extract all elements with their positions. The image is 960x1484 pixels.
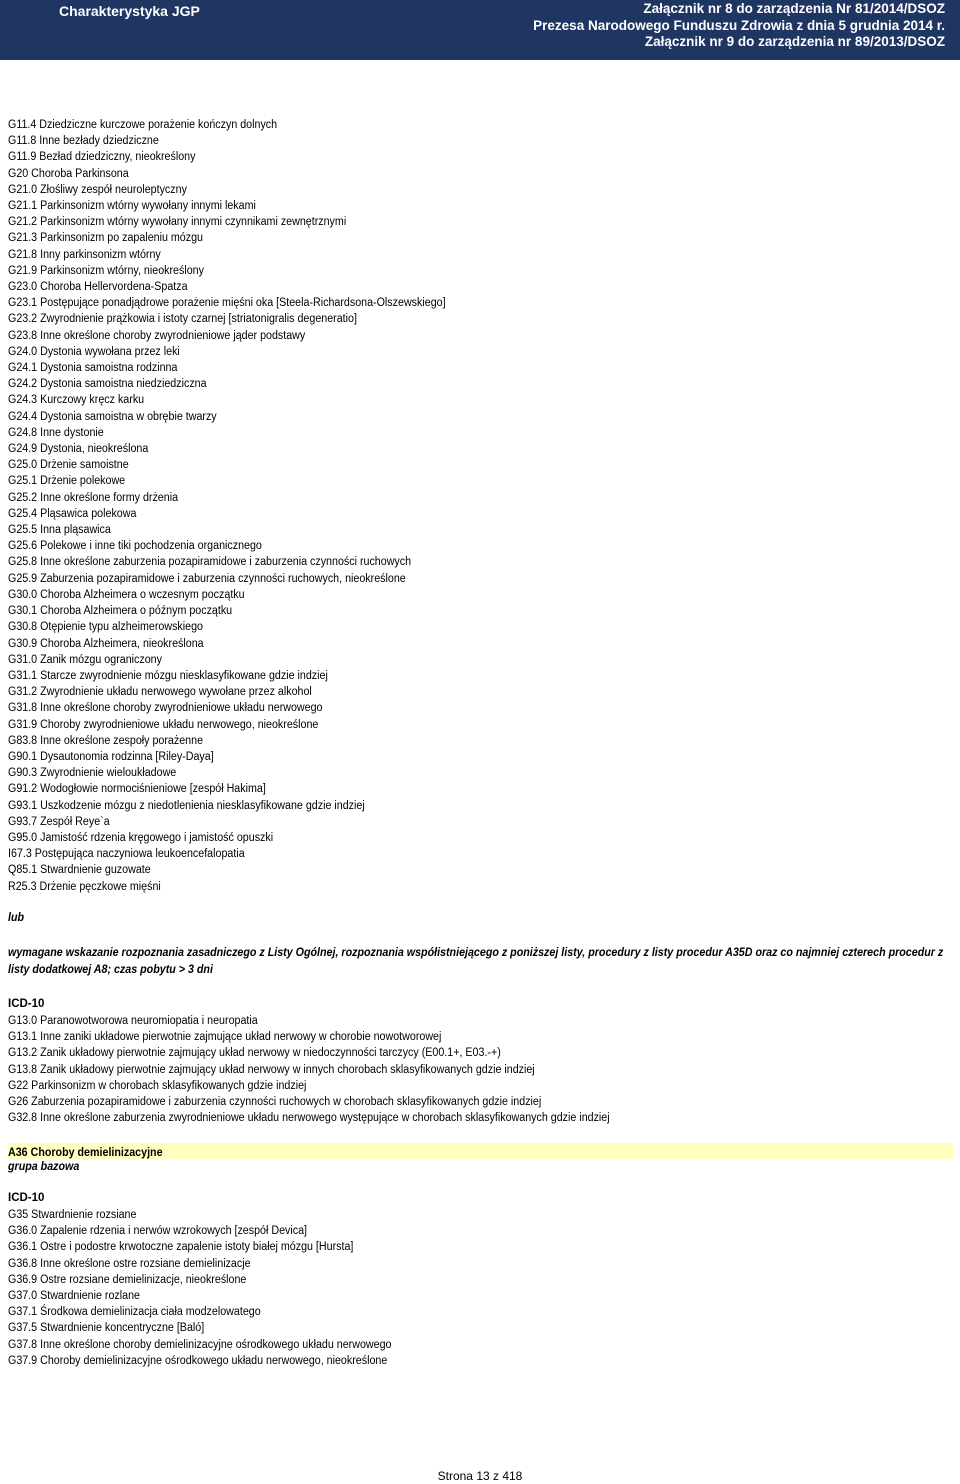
list-item: G23.0 Choroba Hellervordena-Spatza bbox=[8, 281, 188, 294]
list-item: G93.7 Zespół Reye`a bbox=[8, 815, 110, 828]
list-item: G37.8 Inne określone choroby demielinizacyjne ośrodkowego układu nerwowego bbox=[8, 1338, 392, 1351]
list-item: G11.9 Bezład dziedziczny, nieokreślony bbox=[8, 151, 196, 164]
list-item: G26 Zaburzenia pozapiramidowe i zaburzenia czynności ruchowych w chorobach sklasyfikowanych gdzie indziej bbox=[8, 1096, 542, 1109]
list-item: G31.0 Zanik mózgu ograniczony bbox=[8, 653, 162, 666]
list-item: G36.8 Inne określone ostre rozsiane demielinizacje bbox=[8, 1257, 251, 1270]
list-item: G37.5 Stwardnienie koncentryczne [Baló] bbox=[8, 1322, 205, 1335]
list-item: G31.9 Choroby zwyrodnieniowe układu nerwowego, nieokreślone bbox=[8, 718, 319, 731]
list-item: G25.1 Drżenie polekowe bbox=[8, 475, 126, 488]
diagnosis-list-primary bbox=[8, 117, 446, 895]
list-item: G25.0 Drżenie samoistne bbox=[8, 459, 129, 472]
list-item: G25.5 Inna pląsawica bbox=[8, 524, 111, 537]
list-item: G30.8 Otępienie typu alzheimerowskiego bbox=[8, 621, 204, 634]
list-item: G91.2 Wodogłowie normociśnieniowe [zespół Hakima] bbox=[8, 783, 266, 796]
list-item: G24.3 Kurczowy kręcz karku bbox=[8, 394, 145, 407]
list-item: G93.1 Uszkodzenie mózgu z niedotlenienia niesklasyfikowane gdzie indziej bbox=[8, 799, 365, 812]
list-item: G25.6 Polekowe i inne tiki pochodzenia organicznego bbox=[8, 540, 262, 553]
list-item: G90.1 Dysautonomia rodzinna [Riley-Daya] bbox=[8, 750, 214, 763]
list-item: G13.0 Paranowotworowa neuromiopatia i neuropatia bbox=[8, 1015, 258, 1027]
page-number: Strona 13 z 418 bbox=[437, 1469, 523, 1483]
list-item: G24.2 Dystonia samoistna niedziedziczna bbox=[8, 378, 207, 391]
list-item: G24.1 Dystonia samoistna rodzinna bbox=[8, 362, 178, 375]
list-item: G20 Choroba Parkinsona bbox=[8, 167, 129, 180]
list-item: G31.1 Starcze zwyrodnienie mózgu niesklasyfikowane gdzie indziej bbox=[8, 669, 328, 682]
list-item: G31.2 Zwyrodnienie układu nerwowego wywołane przez alkohol bbox=[8, 686, 312, 699]
list-item: G36.0 Zapalenie rdzenia i nerwów wzrokowych [zespół Devica] bbox=[8, 1225, 308, 1238]
list-item: G25.9 Zaburzenia pozapiramidowe i zaburzenia czynności ruchowych, nieokreślone bbox=[8, 572, 406, 585]
header-line: Załącznik nr 9 do zarządzenia nr 89/2013/DSOZ bbox=[644, 34, 945, 49]
list-item: G83.8 Inne określone zespoły porażenne bbox=[8, 734, 204, 747]
list-item: G32.8 Inne określone zaburzenia zwyrodnieniowe układu nerwowego występujące w chorobach sklasyfikowanych gdzie indziej bbox=[8, 1112, 610, 1125]
list-item: G24.0 Dystonia wywołana przez leki bbox=[8, 345, 180, 358]
list-item: G35 Stwardnienie rozsiane bbox=[8, 1209, 137, 1221]
list-item: G31.8 Inne określone choroby zwyrodnieniowe układu nerwowego bbox=[8, 702, 323, 715]
header-line: Załącznik nr 8 do zarządzenia Nr 81/2014/DSOZ bbox=[643, 1, 945, 16]
list-item: G25.2 Inne określone formy drżenia bbox=[8, 491, 179, 504]
list-item: Q85.1 Stwardnienie guzowate bbox=[8, 864, 151, 877]
list-item: G23.1 Postępujące ponadjądrowe porażenie mięśni oka [Steela-Richardsona-Olszewskiego] bbox=[8, 297, 446, 310]
list-item: G21.3 Parkinsonizm po zapaleniu mózgu bbox=[8, 232, 204, 245]
document-title: Charakterystyka JGP bbox=[59, 3, 200, 19]
list-item: G21.1 Parkinsonizm wtórny wywołany innymi lekami bbox=[8, 200, 256, 213]
list-item: G37.0 Stwardnienie rozlane bbox=[8, 1290, 140, 1303]
list-item: G37.1 Środkowa demielinizacja ciała modzelowatego bbox=[8, 1306, 261, 1319]
list-item: G11.4 Dziedziczne kurczowe porażenie kończyn dolnych bbox=[8, 119, 278, 131]
list-item: G24.4 Dystonia samoistna w obrębie twarzy bbox=[8, 410, 217, 423]
list-item: G21.2 Parkinsonizm wtórny wywołany innymi czynnikami zewnętrznymi bbox=[8, 216, 347, 229]
header-attachment-info bbox=[533, 1, 945, 51]
list-item: G30.1 Choroba Alzheimera o późnym początku bbox=[8, 605, 233, 618]
list-item: G11.8 Inne bezłady dziedziczne bbox=[8, 135, 159, 148]
list-item: G13.2 Zanik układowy pierwotnie zajmujący układ nerwowy w niedoczynności tarczycy (E00.1+, E03.-+) bbox=[8, 1047, 501, 1060]
list-item: G36.1 Ostre i podostre krwotoczne zapalenie istoty białej mózgu [Hursta] bbox=[8, 1241, 354, 1254]
list-item: G21.8 Inny parkinsonizm wtórny bbox=[8, 248, 161, 261]
list-item: G25.8 Inne określone zaburzenia pozapiramidowe i zaburzenia czynności ruchowych bbox=[8, 556, 412, 569]
diagnosis-list-demyelinating bbox=[8, 1207, 391, 1369]
lub-label: lub bbox=[8, 912, 25, 924]
list-item: G30.0 Choroba Alzheimera o wczesnym początku bbox=[8, 588, 245, 601]
list-item: G21.0 Złośliwy zespół neuroleptyczny bbox=[8, 183, 187, 196]
list-item: G24.8 Inne dystonie bbox=[8, 426, 104, 439]
list-item: G13.8 Zanik układowy pierwotnie zajmujący układ nerwowy w innych chorobach sklasyfikowanych gdzie indziej bbox=[8, 1063, 535, 1076]
requirement-text: wymagane wskazanie rozpoznania zasadniczego z Listy Ogólnej, rozpoznania współistniejącego z poniższej listy, procedury z listy procedur A35D oraz co najmniej czterech procedur z listy dodatkowej A8; czas pobytu > 3 dni bbox=[8, 947, 944, 976]
list-item: G90.3 Zwyrodnienie wieloukładowe bbox=[8, 767, 177, 780]
list-item: G24.9 Dystonia, nieokreślona bbox=[8, 443, 149, 456]
diagnosis-list-coexisting bbox=[8, 1013, 610, 1126]
list-item: G21.9 Parkinsonizm wtórny, nieokreślony bbox=[8, 264, 204, 277]
list-item: R25.3 Drżenie pęczkowe mięśni bbox=[8, 880, 161, 893]
list-item: G37.9 Choroby demielinizacyjne ośrodkowego układu nerwowego, nieokreślone bbox=[8, 1354, 388, 1367]
list-item: G23.8 Inne określone choroby zwyrodnieniowe jąder podstawy bbox=[8, 329, 306, 342]
page-header bbox=[0, 0, 960, 60]
list-item: G25.4 Pląsawica polekowa bbox=[8, 507, 137, 520]
list-item: I67.3 Postępująca naczyniowa leukoencefalopatia bbox=[8, 848, 245, 861]
section-subtitle: grupa bazowa bbox=[8, 1161, 80, 1173]
section-header-highlight bbox=[8, 1143, 953, 1159]
icd-label: ICD-10 bbox=[8, 998, 45, 1010]
list-item: G22 Parkinsonizm w chorobach sklasyfikowanych gdzie indziej bbox=[8, 1079, 307, 1092]
icd-label: ICD-10 bbox=[8, 1192, 45, 1204]
list-item: G23.2 Zwyrodnienie prążkowia i istoty czarnej [striatonigralis degeneratio] bbox=[8, 313, 357, 326]
list-item: G30.9 Choroba Alzheimera, nieokreślona bbox=[8, 637, 204, 650]
list-item: G36.9 Ostre rozsiane demielinizacje, nieokreślone bbox=[8, 1273, 247, 1286]
section-title: A36 Choroby demielinizacyjne bbox=[8, 1147, 163, 1159]
list-item: G13.1 Inne zaniki układowe pierwotnie zajmujące układ nerwowy w chorobie nowotworowej bbox=[8, 1031, 442, 1044]
header-line: Prezesa Narodowego Funduszu Zdrowia z dnia 5 grudnia 2014 r. bbox=[533, 17, 945, 33]
list-item: G95.0 Jamistość rdzenia kręgowego i jamistość opuszki bbox=[8, 831, 274, 844]
